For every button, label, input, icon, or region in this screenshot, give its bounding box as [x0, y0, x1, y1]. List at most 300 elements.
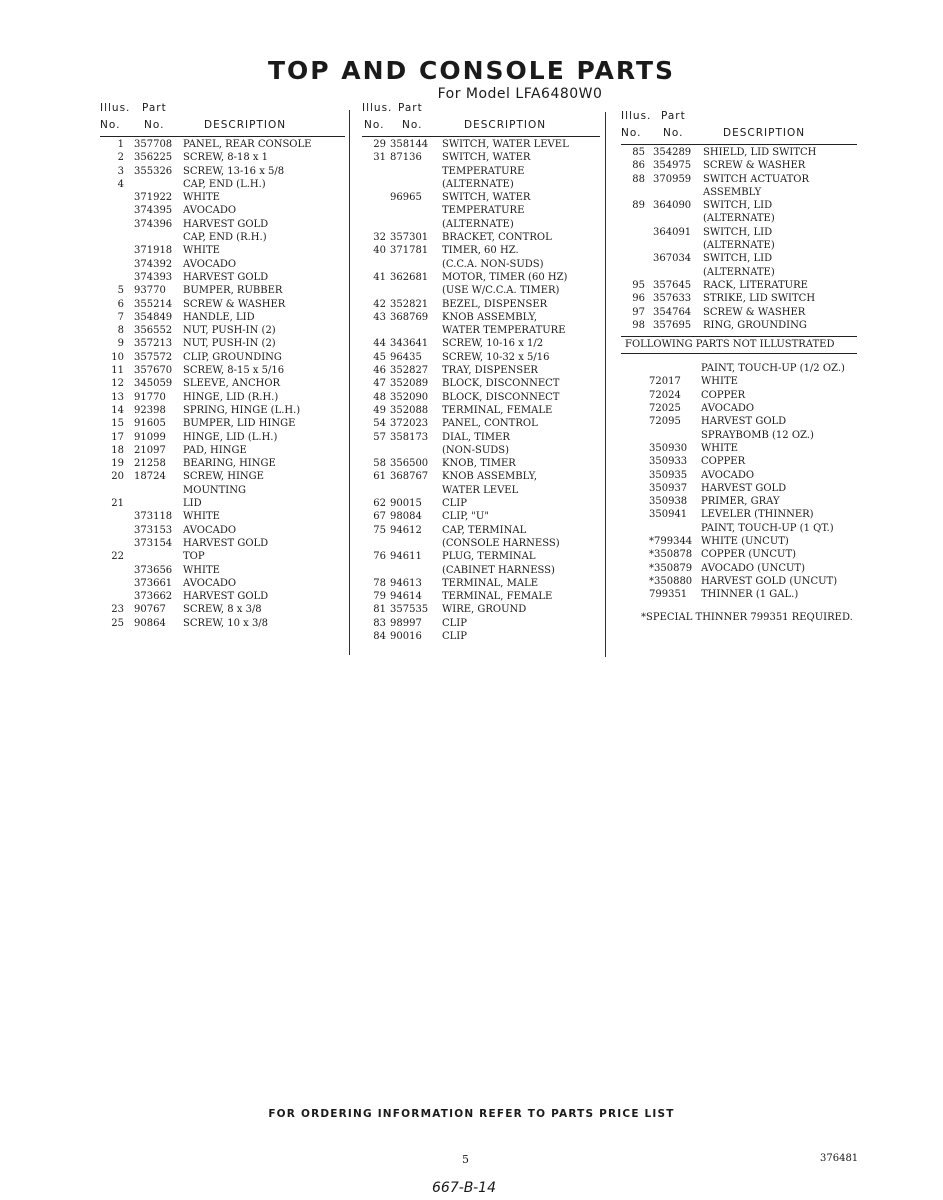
parts-row	[362, 590, 600, 603]
illus-number: 45	[373, 351, 386, 363]
part-number: 92398	[134, 404, 166, 416]
parts-row	[362, 324, 600, 337]
part-number: 94612	[390, 524, 422, 536]
part-description: AVOCADO (UNCUT)	[701, 562, 805, 574]
part-number: 354975	[653, 160, 692, 172]
illus-number: 79	[373, 591, 386, 603]
parts-row	[362, 351, 600, 364]
part-number: 373661	[134, 577, 173, 589]
part-description: SWITCH, WATER	[442, 152, 531, 164]
parts-row	[621, 199, 857, 212]
parts-row	[621, 362, 857, 375]
parts-row	[621, 173, 857, 186]
part-description: BEZEL, DISPENSER	[442, 298, 548, 310]
part-number: 374393	[134, 271, 173, 283]
parts-row	[621, 562, 857, 575]
part-number: 371781	[390, 245, 429, 257]
parts-row	[621, 279, 857, 292]
part-number: 98997	[390, 617, 422, 629]
parts-row	[100, 311, 345, 324]
illus-number: 44	[373, 338, 386, 350]
illus-number: 48	[373, 391, 386, 403]
illus-number: 75	[373, 524, 386, 536]
parts-row	[362, 218, 600, 231]
parts-row	[100, 178, 345, 191]
part-number: 357645	[653, 279, 692, 291]
part-description: WHITE	[183, 245, 220, 257]
parts-row	[621, 455, 857, 468]
illus-number: 40	[373, 245, 386, 257]
not-illustrated-heading: FOLLOWING PARTS NOT ILLUSTRATED	[621, 336, 857, 354]
parts-list	[100, 138, 345, 630]
parts-row	[100, 550, 345, 563]
special-note: *SPECIAL THINNER 799351 REQUIRED.	[641, 611, 853, 623]
part-number: 373656	[134, 564, 173, 576]
parts-row	[362, 457, 600, 470]
column-divider	[605, 112, 606, 657]
header-description: DESCRIPTION	[723, 127, 806, 139]
part-number: 374392	[134, 258, 173, 270]
part-number: 356552	[134, 325, 173, 337]
part-number: 357572	[134, 351, 173, 363]
part-description: PAINT, TOUCH-UP (1 QT.)	[701, 522, 834, 534]
part-number: 357633	[653, 293, 692, 305]
illus-number: 6	[117, 298, 124, 310]
part-description: RACK, LITERATURE	[703, 279, 808, 291]
illus-number: 17	[111, 431, 124, 443]
part-description: NUT, PUSH-IN (2)	[183, 325, 276, 337]
part-number: 355214	[134, 298, 173, 310]
parts-row	[100, 537, 345, 550]
part-number: 90767	[134, 604, 166, 616]
parts-row	[100, 351, 345, 364]
illus-number: 31	[373, 152, 386, 164]
part-number: 354289	[653, 147, 692, 158]
parts-row	[621, 389, 857, 402]
part-description: TEMPERATURE	[442, 205, 525, 217]
part-description: (NON-SUDS)	[442, 444, 510, 456]
illus-number: 29	[373, 139, 386, 150]
parts-row	[621, 482, 857, 495]
part-description: COPPER	[701, 456, 746, 468]
header-part: Part	[661, 110, 686, 122]
part-number: 72095	[649, 416, 681, 428]
part-description: CAP, END (L.H.)	[183, 178, 266, 190]
parts-row	[362, 391, 600, 404]
part-description: BUMPER, LID HINGE	[183, 418, 296, 430]
illus-number: 15	[111, 418, 124, 430]
part-description: BLOCK, DISCONNECT	[442, 378, 560, 390]
part-description: SCREW, 8-18 x 1	[183, 152, 269, 164]
illus-number: 89	[632, 200, 645, 212]
illus-number: 13	[111, 391, 124, 403]
parts-row	[100, 510, 345, 523]
part-description: WHITE (UNCUT)	[701, 536, 789, 548]
part-number: 357695	[653, 319, 692, 331]
column-header	[362, 102, 600, 138]
part-number: 358173	[390, 431, 429, 443]
part-number: 350941	[649, 509, 688, 521]
parts-row	[621, 252, 857, 265]
header-illus-no: No.	[621, 127, 642, 139]
parts-row	[621, 522, 857, 535]
part-number: 21258	[134, 458, 166, 470]
illus-number: 96	[632, 293, 645, 305]
part-description: SPRING, HINGE (L.H.)	[183, 404, 301, 416]
parts-row	[621, 319, 857, 332]
header-part: Part	[398, 102, 423, 114]
part-description: STRIKE, LID SWITCH	[703, 293, 816, 305]
part-number: *350880	[649, 575, 693, 587]
parts-row	[362, 431, 600, 444]
parts-row	[362, 537, 600, 550]
part-description: AVOCADO	[183, 577, 237, 589]
part-description: PAINT, TOUCH-UP (1/2 OZ.)	[701, 363, 845, 375]
part-description: HARVEST GOLD	[183, 537, 269, 549]
parts-row	[621, 402, 857, 415]
part-description: SWITCH, LID	[703, 253, 773, 265]
parts-row	[621, 226, 857, 239]
part-number: *350879	[649, 562, 693, 574]
part-number: 352090	[390, 391, 429, 403]
illus-number: 81	[373, 604, 386, 616]
part-number: 367034	[653, 253, 692, 265]
part-description: SCREW & WASHER	[703, 160, 806, 172]
parts-row	[100, 204, 345, 217]
header-rule	[621, 144, 857, 145]
part-description: MOUNTING	[183, 484, 246, 496]
part-description: CLIP, GROUNDING	[183, 351, 282, 363]
part-description: PRIMER, GRAY	[701, 496, 780, 508]
part-description: TERMINAL, MALE	[442, 577, 539, 589]
ordering-footer: FOR ORDERING INFORMATION REFER TO PARTS PRICE LIST	[268, 1108, 675, 1120]
part-number: 350937	[649, 482, 688, 494]
parts-row	[621, 212, 857, 225]
illus-number: 42	[373, 298, 386, 310]
illus-number: 57	[373, 431, 386, 443]
parts-row	[621, 306, 857, 319]
parts-row	[100, 577, 345, 590]
part-description: BUMPER, RUBBER	[183, 285, 283, 297]
part-description: LEVELER (THINNER)	[701, 509, 814, 521]
column-header	[100, 102, 345, 138]
parts-row	[621, 415, 857, 428]
parts-row	[621, 508, 857, 521]
part-description: ASSEMBLY	[703, 186, 762, 198]
parts-row	[621, 292, 857, 305]
parts-column-1	[100, 102, 345, 630]
parts-row	[362, 204, 600, 217]
part-number: 94611	[390, 551, 422, 563]
part-description: SWITCH, LID	[703, 226, 773, 238]
part-description: CLIP	[442, 617, 467, 629]
part-description: (ALTERNATE)	[703, 213, 775, 225]
parts-row	[100, 497, 345, 510]
part-number: 91770	[134, 391, 166, 403]
part-number: 90015	[390, 498, 422, 510]
parts-column-3	[621, 110, 857, 623]
header-illus-no: No.	[364, 119, 385, 131]
page-title: TOP AND CONSOLE PARTS	[267, 56, 676, 85]
part-description: SPRAYBOMB (12 OZ.)	[701, 429, 814, 441]
illus-number: 62	[373, 498, 386, 510]
part-number: 96965	[390, 192, 422, 204]
illus-number: 46	[373, 365, 386, 377]
part-description: HARVEST GOLD	[183, 271, 269, 283]
part-description: SWITCH ACTUATOR	[703, 173, 810, 185]
header-description: DESCRIPTION	[204, 119, 287, 131]
parts-row	[100, 603, 345, 616]
illus-number: 12	[111, 378, 124, 390]
parts-row	[100, 191, 345, 204]
column-divider	[349, 110, 350, 655]
part-description: (USE W/C.C.A. TIMER)	[442, 285, 560, 297]
parts-row	[100, 151, 345, 164]
part-description: HINGE, LID (R.H.)	[183, 391, 279, 403]
header-illus: Illus.	[362, 102, 393, 114]
part-description: TERMINAL, FEMALE	[442, 591, 553, 603]
part-number: 18724	[134, 471, 166, 483]
page-subtitle: For Model LFA6480W0	[437, 86, 603, 102]
part-number: 371918	[134, 245, 173, 257]
parts-row	[100, 617, 345, 630]
part-number: 72017	[649, 376, 681, 388]
part-description: BLOCK, DISCONNECT	[442, 391, 560, 403]
illus-number: 84	[373, 630, 386, 642]
illus-number: 67	[373, 511, 386, 523]
header-illus: Illus.	[100, 102, 131, 114]
part-description: HINGE, LID (L.H.)	[183, 431, 278, 443]
part-number: 373662	[134, 591, 173, 603]
part-number: 357670	[134, 365, 173, 377]
illus-number: 20	[111, 471, 124, 483]
parts-row	[621, 442, 857, 455]
part-number: 371922	[134, 192, 173, 204]
parts-row	[362, 284, 600, 297]
parts-row	[100, 431, 345, 444]
document-number: 376481	[820, 1153, 859, 1164]
parts-row	[100, 244, 345, 257]
illus-number: 11	[111, 365, 124, 377]
illus-number: 5	[117, 285, 124, 297]
illus-number: 78	[373, 577, 386, 589]
parts-column-2	[362, 102, 600, 643]
parts-row	[100, 391, 345, 404]
part-description: CLIP	[442, 630, 467, 642]
parts-row	[362, 417, 600, 430]
part-description: KNOB, TIMER	[442, 458, 516, 470]
illus-number: 1	[117, 139, 124, 150]
parts-row	[100, 524, 345, 537]
parts-row	[621, 239, 857, 252]
part-number: 343641	[390, 338, 429, 350]
part-description: TERMINAL, FEMALE	[442, 404, 553, 416]
header-rule	[100, 136, 345, 137]
part-description: (CABINET HARNESS)	[442, 564, 555, 576]
parts-row	[100, 231, 345, 244]
part-number: *350878	[649, 549, 693, 561]
part-number: 358144	[390, 139, 429, 150]
parts-row	[362, 191, 600, 204]
parts-row	[100, 364, 345, 377]
parts-row	[362, 165, 600, 178]
part-description: HARVEST GOLD	[701, 482, 787, 494]
part-number: 94613	[390, 577, 422, 589]
part-description: SWITCH, WATER	[442, 192, 531, 204]
parts-row	[621, 575, 857, 588]
part-description: PANEL, REAR CONSOLE	[183, 139, 312, 150]
illus-number: 76	[373, 551, 386, 563]
part-number: 96435	[390, 351, 422, 363]
part-description: AVOCADO	[183, 205, 237, 217]
illus-number: 9	[117, 338, 124, 350]
part-description: SWITCH, LID	[703, 200, 773, 212]
parts-row	[100, 404, 345, 417]
illus-number: 98	[632, 319, 645, 331]
part-description: TEMPERATURE	[442, 165, 525, 177]
header-part-no: No.	[663, 127, 684, 139]
part-description: BEARING, HINGE	[183, 458, 276, 470]
part-description: THINNER (1 GAL.)	[701, 589, 799, 601]
parts-row	[621, 159, 857, 172]
illus-number: 14	[111, 404, 124, 416]
parts-row	[100, 457, 345, 470]
parts-row	[362, 617, 600, 630]
part-number: 93770	[134, 285, 166, 297]
part-number: 356500	[390, 458, 429, 470]
part-number: 72025	[649, 403, 681, 415]
part-number: 350930	[649, 442, 688, 454]
header-illus: Illus.	[621, 110, 652, 122]
part-number: 91605	[134, 418, 166, 430]
part-number: 357708	[134, 139, 173, 150]
part-description: CAP, END (R.H.)	[183, 232, 267, 244]
part-description: WHITE	[701, 376, 738, 388]
part-number: 799351	[649, 589, 688, 601]
parts-row	[362, 577, 600, 590]
parts-row	[621, 429, 857, 442]
part-number: 356225	[134, 152, 173, 164]
parts-list	[362, 138, 600, 643]
part-number: 357301	[390, 232, 429, 244]
parts-row	[362, 550, 600, 563]
part-number: 374395	[134, 205, 173, 217]
illus-number: 58	[373, 458, 386, 470]
part-description: COPPER (UNCUT)	[701, 549, 797, 561]
part-description: TOP	[183, 551, 205, 563]
parts-row	[362, 444, 600, 457]
illus-number: 8	[117, 325, 124, 337]
parts-row	[362, 258, 600, 271]
illus-number: 41	[373, 271, 386, 283]
parts-row	[100, 337, 345, 350]
part-description: (ALTERNATE)	[703, 240, 775, 252]
part-description: RING, GROUNDING	[703, 319, 807, 331]
parts-row	[621, 495, 857, 508]
part-number: 354849	[134, 311, 173, 323]
part-number: 350933	[649, 456, 688, 468]
part-description: PLUG, TERMINAL	[442, 551, 536, 563]
parts-row	[100, 377, 345, 390]
part-number: 373154	[134, 537, 173, 549]
parts-row	[362, 337, 600, 350]
part-description: WHITE	[701, 442, 738, 454]
part-description: CAP, TERMINAL	[442, 524, 527, 536]
part-description: PANEL, CONTROL	[442, 418, 538, 430]
part-description: AVOCADO	[701, 403, 755, 415]
illus-number: 85	[632, 147, 645, 158]
parts-row	[621, 469, 857, 482]
part-description: KNOB ASSEMBLY,	[442, 311, 538, 323]
part-description: BRACKET, CONTROL	[442, 232, 552, 244]
part-number: 91099	[134, 431, 166, 443]
parts-row	[362, 231, 600, 244]
part-description: HARVEST GOLD	[183, 591, 269, 603]
page-number: 5	[462, 1153, 469, 1166]
part-number: 98084	[390, 511, 422, 523]
header-illus-no: No.	[100, 119, 121, 131]
column-header	[621, 110, 857, 146]
part-number: 368767	[390, 471, 429, 483]
part-number: 352088	[390, 404, 429, 416]
part-description: SCREW & WASHER	[703, 306, 806, 318]
parts-row	[362, 151, 600, 164]
part-number: 364090	[653, 200, 692, 212]
illus-number: 47	[373, 378, 386, 390]
part-description: SCREW & WASHER	[183, 298, 286, 310]
part-description: SLEEVE, ANCHOR	[183, 378, 281, 390]
parts-row	[621, 588, 857, 601]
parts-row	[100, 298, 345, 311]
parts-row	[362, 138, 600, 151]
parts-row	[100, 324, 345, 337]
part-number: 370959	[653, 173, 692, 185]
part-number: 352827	[390, 365, 429, 377]
part-description: SCREW, 10 x 3/8	[183, 617, 269, 629]
parts-row	[362, 497, 600, 510]
parts-row	[362, 484, 600, 497]
header-description: DESCRIPTION	[464, 119, 547, 131]
part-description: PAD, HINGE	[183, 444, 247, 456]
parts-row	[621, 146, 857, 159]
illus-number: 83	[373, 617, 386, 629]
part-number: 373153	[134, 524, 173, 536]
part-description: SCREW, 8 x 3/8	[183, 604, 262, 616]
parts-row	[621, 535, 857, 548]
illus-number: 21	[111, 498, 124, 510]
part-description: (ALTERNATE)	[703, 266, 775, 278]
part-description: SHIELD, LID SWITCH	[703, 147, 817, 158]
part-description: MOTOR, TIMER (60 HZ)	[442, 271, 568, 283]
part-description: CLIP, "U"	[442, 511, 489, 523]
parts-row	[100, 417, 345, 430]
parts-row	[362, 470, 600, 483]
part-number: 87136	[390, 152, 422, 164]
illus-number: 88	[632, 173, 645, 185]
part-number: 372023	[390, 418, 429, 430]
part-description: WHITE	[183, 192, 220, 204]
illus-number: 22	[111, 551, 124, 563]
part-description: AVOCADO	[701, 469, 755, 481]
part-description: AVOCADO	[183, 524, 237, 536]
part-description: WHITE	[183, 564, 220, 576]
parts-row	[362, 603, 600, 616]
parts-row	[621, 375, 857, 388]
part-description: TIMER, 60 HZ.	[442, 245, 519, 257]
part-description: AVOCADO	[183, 258, 237, 270]
illus-number: 43	[373, 311, 386, 323]
illus-number: 32	[373, 232, 386, 244]
